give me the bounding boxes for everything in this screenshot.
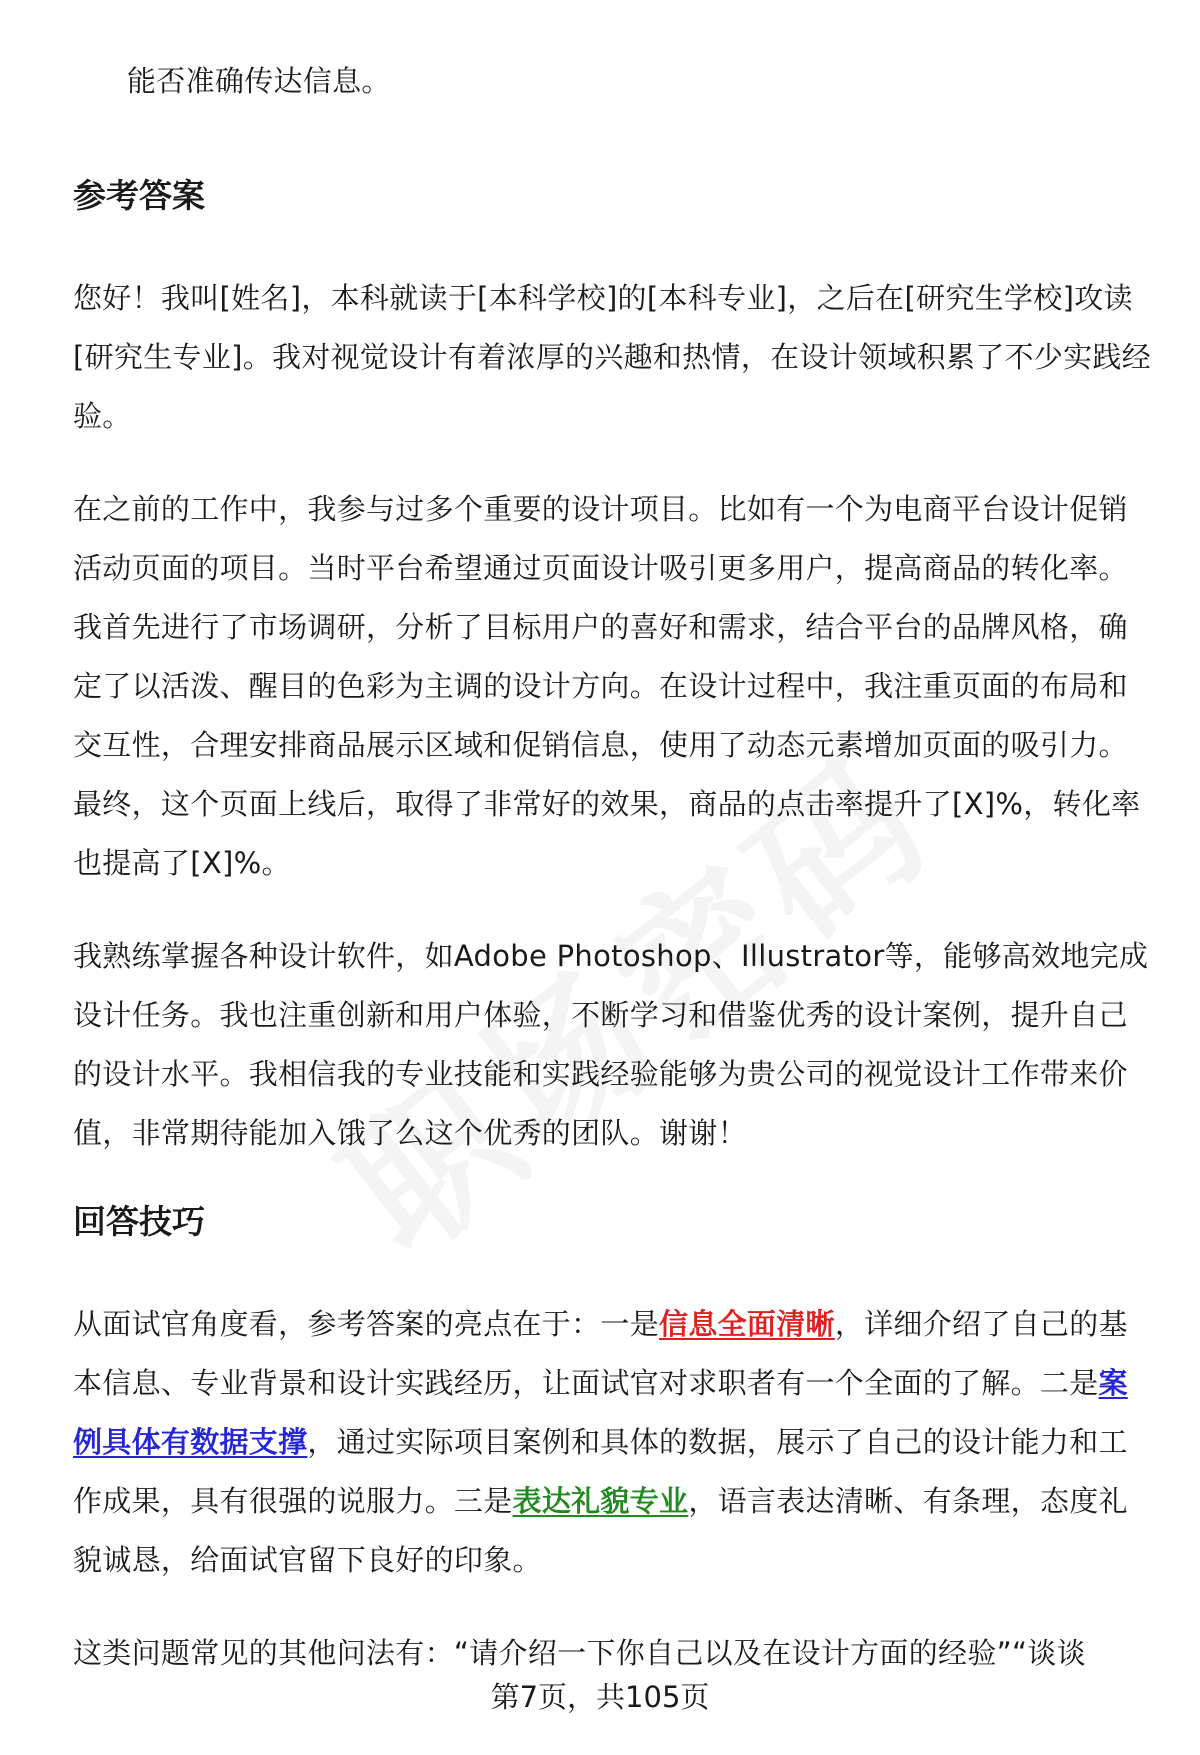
highlight-case-data: 案例具体有数据支撑	[73, 1366, 1128, 1459]
highlight-info-clear: 信息全面清晰	[659, 1307, 835, 1341]
highlight-polite-professional: 表达礼貌专业	[512, 1484, 689, 1518]
tips-paragraph-1	[73, 1295, 1153, 1590]
answer-paragraph-1: 您好！我叫[姓名]，本科就读于[本科学校]的[本科专业]，之后在[研究生学校]攻读[研究生专业]。我对视觉设计有着浓厚的兴趣和热情，在设计领域积累了不少实践经验。	[73, 281, 1152, 433]
tips-text-1: 从面试官角度看，参考答案的亮点在于：一是	[73, 1307, 660, 1341]
tips-paragraph-2: 这类问题常见的其他问法有：“请介绍一下你自己以及在设计方面的经验”“谈谈	[73, 1636, 1086, 1670]
answer-paragraph-3: 我熟练掌握各种设计软件，如Adobe Photoshop、Illustrator等，能够高效地完成设计任务。我也注重创新和用户体验，不断学习和借鉴优秀的设计案例，提升自己的设计水平。我相信我的专业技能和实践经验能够为贵公司的视觉设计工作带来价值，非常期待能加入饿了么这个优秀的团队。谢谢！	[73, 939, 1149, 1150]
tips-heading: 回答技巧	[73, 1202, 205, 1241]
answer-heading: 参考答案	[73, 176, 205, 215]
page-footer: 第7页，共105页	[490, 1680, 710, 1714]
intro-tail-text: 能否准确传达信息。	[127, 64, 391, 98]
page-content	[73, 52, 1153, 1717]
tips-text-4: ，语言表达清晰、有条理，态度礼貌诚恳，给面试官留下良好的印象。	[73, 1484, 1128, 1577]
tips-text-2: ，详细介绍了自己的基本信息、专业背景和设计实践经历，让面试官对求职者有一个全面的了解。二是	[73, 1307, 1128, 1400]
tips-text-3: ，通过实际项目案例和具体的数据，展示了自己的设计能力和工作成果，具有很强的说服力。三是	[73, 1425, 1128, 1518]
answer-paragraph-2: 在之前的工作中，我参与过多个重要的设计项目。比如有一个为电商平台设计促销活动页面的项目。当时平台希望通过页面设计吸引更多用户，提高商品的转化率。我首先进行了市场调研，分析了目标用户的喜好和需求，结合平台的品牌风格，确定了以活泼、醒目的色彩为主调的设计方向。在设计过程中，我注重页面的布局和交互性，合理安排商品展示区域和促销信息，使用了动态元素增加页面的吸引力。最终，这个页面上线后，取得了非常好的效果，商品的点击率提升了[X]%，转化率也提高了[X]%。	[73, 492, 1141, 880]
